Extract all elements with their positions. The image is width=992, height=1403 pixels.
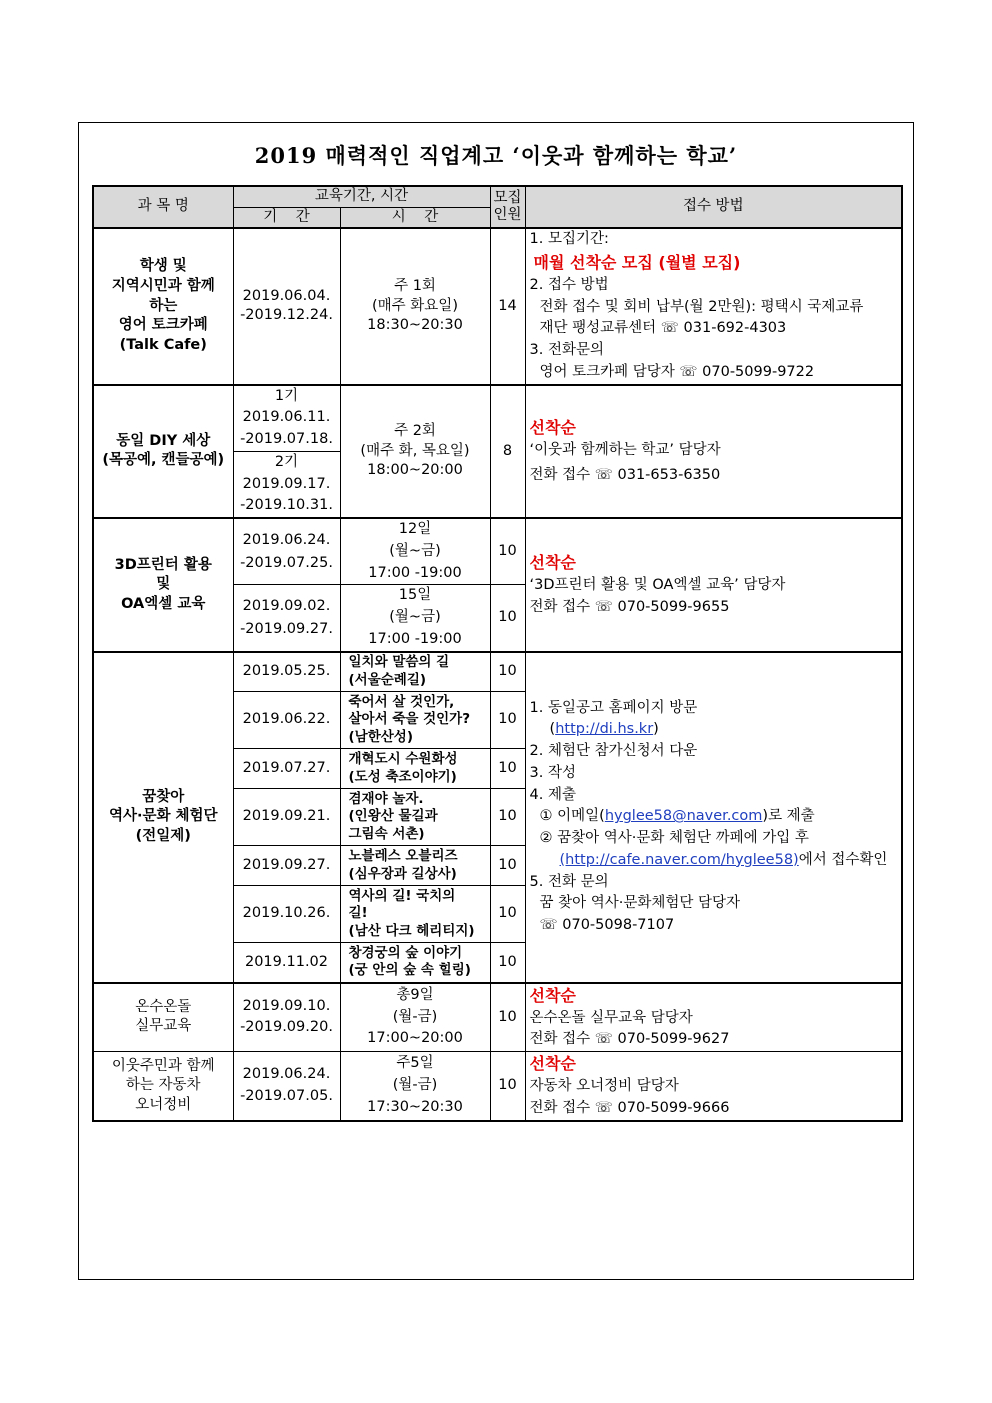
header-subject: 과 목 명	[93, 186, 233, 228]
history-date: 2019.09.27.	[233, 846, 340, 886]
time-diy: 주 2회 (매주 화, 목요일) 18:00~20:00	[340, 385, 490, 519]
history-recruit: 10	[490, 692, 525, 749]
period-diy-1: 1기 2019.06.11. -2019.07.18.	[233, 385, 340, 452]
time-english: 주 1회 (매주 화요일) 18:30~20:30	[340, 228, 490, 385]
time-printer-2: 15일 (월~금) 17:00 -19:00	[340, 585, 490, 652]
header-edu-period-time: 교육기간, 시간	[233, 186, 490, 207]
history-title: 창경궁의 숲 이야기 (궁 안의 숲 속 힐링)	[340, 943, 490, 983]
history-recruit: 10	[490, 652, 525, 692]
history-title: 죽어서 살 것인가, 살아서 죽을 것인가? (남한산성)	[340, 692, 490, 749]
method-diy: 선착순 ‘이웃과 함께하는 학교’ 담당자 전화 접수 ☏ 031-653-6350	[525, 385, 902, 519]
recruit-diy: 8	[490, 385, 525, 519]
history-title: 노블레스 오블리즈 (심우장과 길상사)	[340, 846, 490, 886]
method-onsu: 선착순 온수온돌 실무교육 담당자 전화 접수 ☏ 070-5099-9627	[525, 983, 902, 1052]
history-date: 2019.10.26.	[233, 886, 340, 943]
history-recruit: 10	[490, 846, 525, 886]
history-date: 2019.11.02	[233, 943, 340, 983]
subject-history: 꿈찾아 역사·문화 체험단 (전일제)	[93, 652, 233, 983]
header-period: 기 간	[233, 207, 340, 228]
history-recruit: 10	[490, 789, 525, 846]
cafe-link[interactable]: (http://cafe.naver.com/hyglee58)	[559, 851, 799, 868]
period-diy-2: 2기 2019.09.17. -2019.10.31.	[233, 451, 340, 518]
subject-diy: 동일 DIY 세상 (목공예, 캔들공예)	[93, 385, 233, 519]
period-english: 2019.06.04. -2019.12.24.	[233, 228, 340, 385]
history-recruit: 10	[490, 886, 525, 943]
recruit-onsu: 10	[490, 983, 525, 1052]
time-printer-1: 12일 (월~금) 17:00 -19:00	[340, 518, 490, 585]
recruit-printer-2: 10	[490, 585, 525, 652]
history-date: 2019.05.25.	[233, 652, 340, 692]
history-recruit: 10	[490, 749, 525, 789]
period-printer-1: 2019.06.24. -2019.07.25.	[233, 518, 340, 585]
history-title: 일치와 말씀의 길 (서울순례길)	[340, 652, 490, 692]
method-english: 1. 모집기간: 매월 선착순 모집 (월별 모집) 2. 접수 방법 전화 접수 및 회비 납부(월 2만원): 평택시 국제교류 재단 팽성교류센터 ☏ 031-692-4303 3. 전화문의 영어 토크카페 담당자 ☏ 070-5099-9722	[525, 228, 902, 385]
method-printer: 선착순 ‘3D프린터 활용 및 OA엑셀 교육’ 담당자 전화 접수 ☏ 070-5099-9655	[525, 518, 902, 652]
history-date: 2019.07.27.	[233, 749, 340, 789]
history-title: 역사의 길! 국치의 길! (남산 다크 헤리티지)	[340, 886, 490, 943]
time-car: 주5일 (월-금) 17:30~20:30	[340, 1052, 490, 1121]
time-onsu: 총9일 (월-금) 17:00~20:00	[340, 983, 490, 1052]
history-recruit: 10	[490, 943, 525, 983]
header-recruit: 모집 인원	[490, 186, 525, 228]
history-date: 2019.09.21.	[233, 789, 340, 846]
history-title: 개혁도시 수원화성 (도성 축조이야기)	[340, 749, 490, 789]
subject-onsu: 온수온돌 실무교육	[93, 983, 233, 1052]
subject-english: 학생 및 지역시민과 함께 하는 영어 토크카페 (Talk Cafe)	[93, 228, 233, 385]
homepage-link[interactable]: http://di.hs.kr	[555, 721, 654, 738]
method-history: 1. 동일공고 홈페이지 방문 (http://di.hs.kr) 2. 체험단 참가신청서 다운 3. 작성 4. 제출 ① 이메일(hyglee58@naver.com)로 제출 ② 꿈찾아 역사·문화 체험단 까페에 가입 후 (http://cafe.naver.com/hyglee58)에서 접수확인 5. 전화 문의 꿈 찾아 역사·문화체험단 담당자 ☏ 070-5098-7107	[525, 652, 902, 983]
email-link[interactable]: hyglee58@naver.com	[604, 808, 763, 825]
recruit-english: 14	[490, 228, 525, 385]
period-onsu: 2019.09.10. -2019.09.20.	[233, 983, 340, 1052]
header-time: 시 간	[340, 207, 490, 228]
method-car: 선착순 자동차 오너정비 담당자 전화 접수 ☏ 070-5099-9666	[525, 1052, 902, 1121]
subject-printer: 3D프린터 활용 및 OA엑셀 교육	[93, 518, 233, 652]
history-date: 2019.06.22.	[233, 692, 340, 749]
recruit-printer-1: 10	[490, 518, 525, 585]
period-printer-2: 2019.09.02. -2019.09.27.	[233, 585, 340, 652]
program-table	[92, 185, 903, 1122]
recruit-car: 10	[490, 1052, 525, 1121]
history-title: 겸재야 놀자. (인왕산 물길과 그림속 서촌)	[340, 789, 490, 846]
header-method: 접수 방법	[525, 186, 902, 228]
period-car: 2019.06.24. -2019.07.05.	[233, 1052, 340, 1121]
subject-car: 이웃주민과 함께 하는 자동차 오너정비	[93, 1052, 233, 1121]
page-title: 2019 매력적인 직업계고 ‘이웃과 함께하는 학교’	[254, 143, 738, 168]
